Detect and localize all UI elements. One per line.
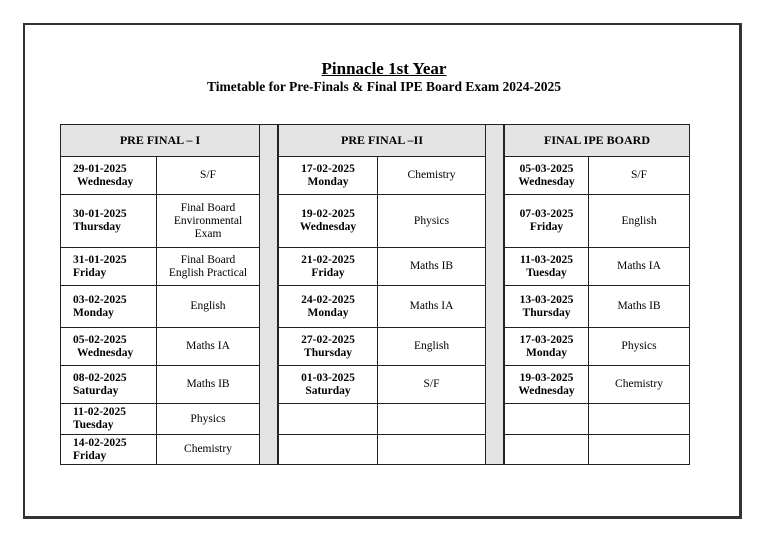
- exam-day: Saturday: [73, 384, 119, 397]
- subject-cell: [378, 195, 486, 248]
- table-row: [279, 366, 486, 404]
- exam-day: Wednesday: [299, 221, 357, 233]
- table-row: [61, 248, 260, 286]
- date-cell: [61, 248, 157, 286]
- subject-line: Maths IB: [186, 378, 230, 390]
- subject-line: Environmental: [173, 214, 243, 227]
- table-row: [61, 366, 260, 404]
- subject-line: Maths IA: [617, 260, 661, 272]
- exam-day: Saturday: [305, 384, 351, 397]
- exam-date: 29-01-2025: [73, 162, 127, 175]
- table-row: [505, 366, 690, 404]
- exam-day: Wednesday: [77, 175, 134, 188]
- table-row: [61, 195, 260, 248]
- exam-date: 05-02-2025: [73, 333, 127, 346]
- table-row: [279, 328, 486, 366]
- subject-line: S/F: [631, 169, 647, 181]
- date-cell: [279, 435, 378, 465]
- subject-line: Maths IB: [617, 300, 661, 312]
- subject-line: Maths IB: [409, 260, 454, 272]
- pre-final-2-table: [278, 124, 486, 465]
- exam-date: 30-01-2025: [73, 208, 127, 220]
- date-cell: [61, 435, 157, 465]
- table-row: [505, 195, 690, 248]
- subject-line: English: [190, 300, 226, 312]
- date-cell: [279, 328, 378, 366]
- subject-line: S/F: [423, 378, 440, 390]
- table-row: [61, 328, 260, 366]
- table-row: [61, 404, 260, 435]
- date-cell: [61, 157, 157, 195]
- final-ipe-board-table: [504, 124, 690, 465]
- subject-line: Maths IA: [409, 300, 454, 312]
- exam-day: Thursday: [73, 221, 121, 233]
- exam-date: 24-02-2025: [301, 293, 355, 306]
- date-cell: [505, 195, 589, 248]
- subject-cell: [378, 328, 486, 366]
- date-cell: [505, 157, 589, 195]
- table-row: [505, 286, 690, 328]
- exam-date: 19-03-2025: [519, 371, 574, 384]
- exam-day: Tuesday: [526, 266, 567, 279]
- exam-date: 05-03-2025: [519, 162, 574, 175]
- date-cell: [279, 404, 378, 435]
- exam-day: Wednesday: [518, 384, 575, 397]
- subject-cell: [589, 366, 690, 404]
- table-row: [279, 157, 486, 195]
- exam-date: 17-02-2025: [301, 162, 355, 175]
- date-cell: [505, 328, 589, 366]
- subject-line: Physics: [190, 412, 226, 425]
- subject-line: English Practical: [168, 266, 248, 279]
- subject-cell: [589, 328, 690, 366]
- subject-cell: [157, 404, 260, 435]
- exam-date: 21-02-2025: [301, 253, 355, 266]
- subject-cell: [589, 435, 690, 465]
- subject-line: English: [621, 214, 657, 227]
- table-row: [61, 435, 260, 465]
- table-row: [61, 286, 260, 328]
- subject-cell: [157, 248, 260, 286]
- subject-cell: [589, 195, 690, 248]
- exam-day: Friday: [73, 266, 107, 279]
- subject-cell: [378, 248, 486, 286]
- table-row: [505, 435, 690, 465]
- date-cell: [61, 366, 157, 404]
- subject-cell: [157, 195, 260, 248]
- page-subtitle: Timetable for Pre-Finals & Final IPE Board Exam 2024-2025: [207, 79, 561, 94]
- exam-day: Wednesday: [77, 346, 134, 359]
- table-row: [279, 286, 486, 328]
- exam-day: Monday: [307, 306, 349, 319]
- section-heading: PRE FINAL – I: [61, 125, 260, 157]
- exam-date: 27-02-2025: [301, 333, 355, 346]
- table-row: [279, 404, 486, 435]
- table-row: [61, 157, 260, 195]
- subject-cell: [378, 286, 486, 328]
- exam-day: Thursday: [522, 306, 571, 319]
- date-cell: [279, 286, 378, 328]
- subject-cell: [378, 404, 486, 435]
- subject-line: Final Board: [180, 253, 236, 266]
- pre-final-1-table: [60, 124, 260, 465]
- subject-cell: [378, 435, 486, 465]
- subject-line: Final Board: [180, 201, 236, 214]
- date-cell: [505, 366, 589, 404]
- subject-line: English: [413, 340, 450, 352]
- subject-cell: [378, 366, 486, 404]
- subject-line: S/F: [200, 169, 216, 181]
- table-row: [279, 195, 486, 248]
- exam-date: 01-03-2025: [301, 371, 355, 384]
- subject-cell: [589, 248, 690, 286]
- subject-line: Physics: [621, 340, 657, 352]
- date-cell: [279, 157, 378, 195]
- date-cell: [279, 195, 378, 248]
- exam-date: 31-01-2025: [73, 253, 127, 266]
- date-cell: [505, 248, 589, 286]
- exam-day: Tuesday: [73, 419, 114, 431]
- exam-date: 07-03-2025: [519, 208, 574, 220]
- exam-date: 11-02-2025: [73, 406, 127, 418]
- section-heading: PRE FINAL –II: [279, 125, 486, 157]
- table-row: [505, 248, 690, 286]
- column-spacer-2: [485, 124, 504, 465]
- exam-day: Wednesday: [518, 175, 575, 188]
- subject-line: Maths IA: [186, 340, 230, 352]
- table-row: [505, 157, 690, 195]
- exam-date: 08-02-2025: [73, 371, 127, 384]
- exam-date: 13-03-2025: [519, 293, 574, 306]
- date-cell: [505, 404, 589, 435]
- table-row: [279, 435, 486, 465]
- table-row: [505, 404, 690, 435]
- exam-day: Friday: [311, 266, 345, 279]
- date-cell: [279, 366, 378, 404]
- subject-cell: [157, 157, 260, 195]
- subject-cell: [378, 157, 486, 195]
- subject-cell: [157, 435, 260, 465]
- subject-line: Chemistry: [184, 443, 232, 455]
- date-cell: [505, 435, 589, 465]
- date-cell: [505, 286, 589, 328]
- exam-day: Monday: [307, 175, 349, 188]
- subject-cell: [157, 328, 260, 366]
- subject-line: Exam: [194, 227, 222, 240]
- exam-day: Thursday: [304, 346, 352, 359]
- exam-day: Friday: [73, 449, 107, 462]
- subject-cell: [157, 286, 260, 328]
- exam-date: 19-02-2025: [301, 208, 355, 220]
- date-cell: [61, 195, 157, 248]
- date-cell: [61, 328, 157, 366]
- subject-cell: [589, 286, 690, 328]
- date-cell: [61, 404, 157, 435]
- date-cell: [61, 286, 157, 328]
- subject-cell: [589, 157, 690, 195]
- subject-cell: [157, 366, 260, 404]
- section-heading: FINAL IPE BOARD: [505, 125, 690, 157]
- exam-day: Monday: [526, 346, 567, 359]
- table-row: [505, 328, 690, 366]
- date-cell: [279, 248, 378, 286]
- subject-cell: [589, 404, 690, 435]
- exam-date: 14-02-2025: [73, 436, 127, 449]
- subject-line: Physics: [413, 214, 450, 227]
- exam-date: 03-02-2025: [73, 293, 127, 306]
- exam-day: Friday: [529, 221, 564, 233]
- page-title: Pinnacle 1st Year: [321, 59, 447, 78]
- exam-day: Monday: [73, 306, 114, 319]
- exam-date: 17-03-2025: [519, 333, 574, 346]
- table-row: [279, 248, 486, 286]
- column-spacer-1: [259, 124, 278, 465]
- subject-line: Chemistry: [615, 378, 663, 390]
- subject-line: Chemistry: [407, 169, 456, 181]
- exam-date: 11-03-2025: [519, 253, 574, 266]
